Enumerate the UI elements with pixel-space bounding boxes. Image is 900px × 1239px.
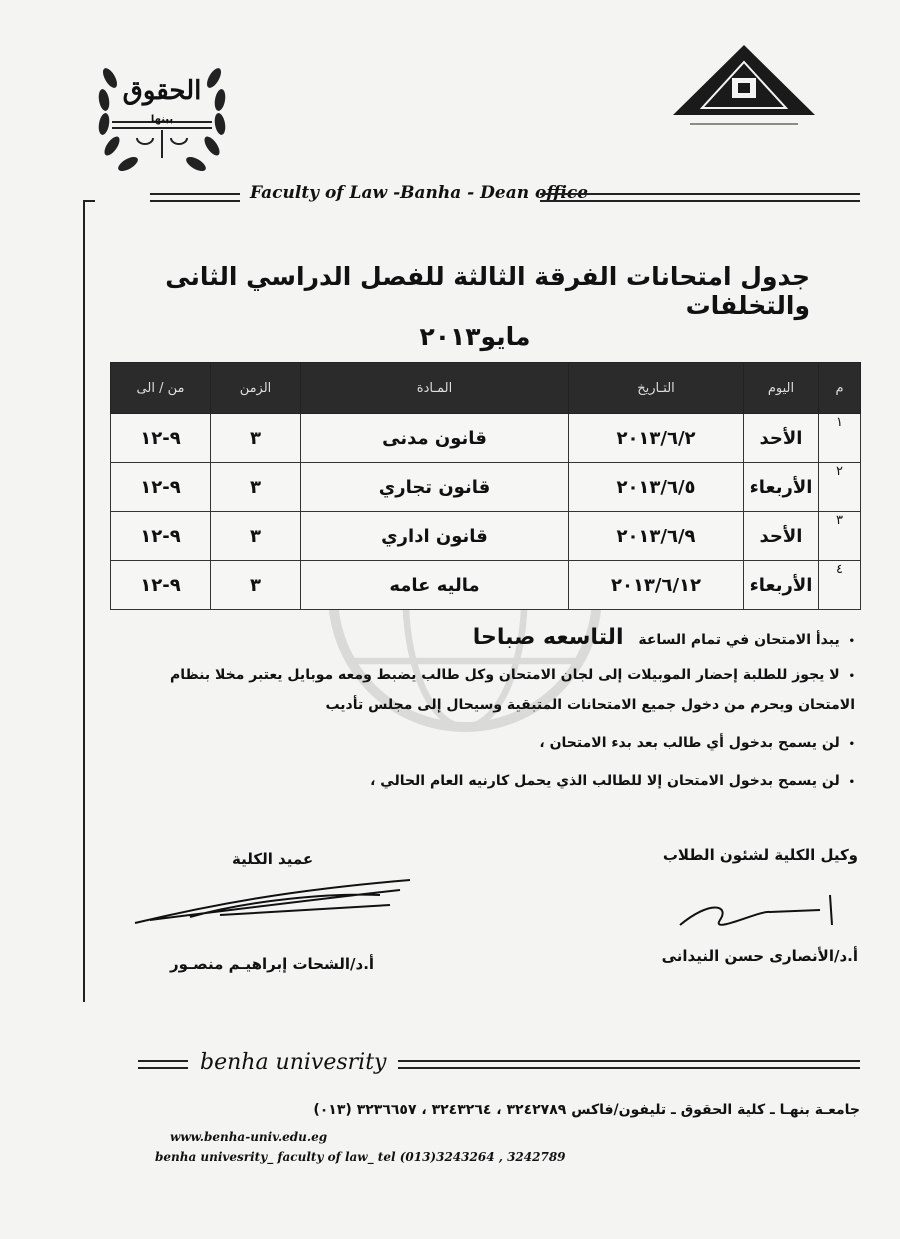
bullet-icon: • bbox=[848, 636, 855, 647]
vice-dean-name: أ.د/الأنصارى حسن النيدانى bbox=[661, 947, 858, 965]
note-2-continued bbox=[325, 697, 855, 713]
header-duration: الزمن bbox=[211, 363, 301, 414]
cell-time: ٩-١٢ bbox=[111, 463, 211, 512]
table-row bbox=[111, 463, 861, 512]
cell-num: ٣ bbox=[819, 512, 861, 561]
header-num: م bbox=[819, 363, 861, 414]
table-header-row bbox=[111, 363, 861, 414]
note-1-time: التاسعه صباحا bbox=[472, 625, 624, 650]
vice-dean-signature bbox=[670, 890, 860, 940]
cell-day: الأحد bbox=[744, 414, 819, 463]
cell-date: ٢٠١٣/٦/٩ bbox=[569, 512, 744, 561]
header-subject: المـادة bbox=[301, 363, 569, 414]
divider bbox=[398, 1060, 860, 1069]
cell-subject: قانون مدنى bbox=[301, 414, 569, 463]
header-date: التـاريخ bbox=[569, 363, 744, 414]
divider bbox=[150, 193, 240, 202]
table-row bbox=[111, 414, 861, 463]
cell-day: الأربعاء bbox=[744, 463, 819, 512]
note-3-text: لن يسمح بدخول أي طالب بعد بدء الامتحان ، bbox=[539, 735, 840, 751]
faculty-logo-subtext: ببنها bbox=[150, 114, 174, 125]
cell-day: الأحد bbox=[744, 512, 819, 561]
note-1 bbox=[473, 625, 855, 650]
divider bbox=[540, 193, 860, 202]
bullet-icon: • bbox=[848, 777, 855, 788]
cell-time: ٩-١٢ bbox=[111, 414, 211, 463]
cell-duration: ٣ bbox=[211, 561, 301, 610]
bullet-icon: • bbox=[848, 739, 855, 750]
contact-arabic: جامعـة بنهـا ـ كلية الحقوق ـ تليفون/فاكس ٣٢٤٢٧٨٩ ، ٣٢٤٣٢٦٤ ، ٣٢٣٦٦٥٧ (٠١٣) bbox=[313, 1102, 860, 1118]
note-4-text: لن يسمح بدخول الامتحان إلا للطالب الذي يحمل كارنيه العام الحالي ، bbox=[370, 773, 840, 789]
page-frame bbox=[83, 200, 95, 1002]
contact-english: benha univesrity_ faculty of law_ tel (013)3243264 , 3242789 bbox=[155, 1150, 566, 1164]
note-1-text: يبدأ الامتحان في تمام الساعة bbox=[638, 632, 840, 648]
note-3 bbox=[539, 735, 855, 751]
cell-date: ٢٠١٣/٦/٥ bbox=[569, 463, 744, 512]
cell-subject: قانون تجاري bbox=[301, 463, 569, 512]
note-2-line2: الامتحان ويحرم من دخول جميع الامتحانات المتبقية وسيحال إلى مجلس تأديب bbox=[325, 697, 855, 713]
header-time: من / الى bbox=[111, 363, 211, 414]
cell-duration: ٣ bbox=[211, 414, 301, 463]
cell-date: ٢٠١٣/٦/٢ bbox=[569, 414, 744, 463]
cell-num: ١ bbox=[819, 414, 861, 463]
cell-day: الأربعاء bbox=[744, 561, 819, 610]
table-row bbox=[111, 561, 861, 610]
exam-schedule-table bbox=[110, 362, 861, 610]
divider bbox=[138, 1060, 188, 1069]
page-title: جدول امتحانات الفرقة الثالثة للفصل الدراسي الثانى والتخلفات bbox=[165, 262, 810, 320]
table-row bbox=[111, 512, 861, 561]
note-2 bbox=[170, 667, 855, 683]
cell-time: ٩-١٢ bbox=[111, 512, 211, 561]
cell-num: ٢ bbox=[819, 463, 861, 512]
faculty-logo-text: الحقوق bbox=[122, 76, 202, 106]
cell-num: ٤ bbox=[819, 561, 861, 610]
laurel-wreath-icon bbox=[92, 38, 232, 188]
dean-office-text: Faculty of Law -Banha - Dean office bbox=[250, 183, 589, 203]
page-subtitle: مايو٢٠١٣ bbox=[419, 322, 531, 351]
faculty-logo bbox=[92, 38, 232, 188]
cell-duration: ٣ bbox=[211, 512, 301, 561]
footer-university: benha univesrity bbox=[200, 1050, 387, 1075]
cell-date: ٢٠١٣/٦/١٢ bbox=[569, 561, 744, 610]
bullet-icon: • bbox=[848, 671, 855, 682]
dean-signature bbox=[130, 875, 420, 935]
header-day: اليوم bbox=[744, 363, 819, 414]
note-2-line1: لا يجوز للطلبة إحضار الموبيلات إلى لجان الامتحان وكل طالب يضبط ومعه موبايل يعتبر مخلا بنظام bbox=[170, 667, 840, 683]
vice-dean-title: وكيل الكلية لشئون الطلاب bbox=[662, 846, 858, 864]
dean-name: أ.د/الشحات إبراهيـم منصـور bbox=[170, 955, 375, 973]
cell-subject: ماليه عامه bbox=[301, 561, 569, 610]
university-logo bbox=[670, 40, 818, 135]
pyramid-logo-icon bbox=[670, 40, 818, 135]
note-4 bbox=[370, 773, 855, 789]
cell-subject: قانون اداري bbox=[301, 512, 569, 561]
dean-title: عميد الكلية bbox=[232, 850, 314, 868]
dean-office-header bbox=[80, 185, 860, 207]
cell-time: ٩-١٢ bbox=[111, 561, 211, 610]
website-link[interactable]: www.benha-univ.edu.eg bbox=[170, 1130, 328, 1144]
cell-duration: ٣ bbox=[211, 463, 301, 512]
